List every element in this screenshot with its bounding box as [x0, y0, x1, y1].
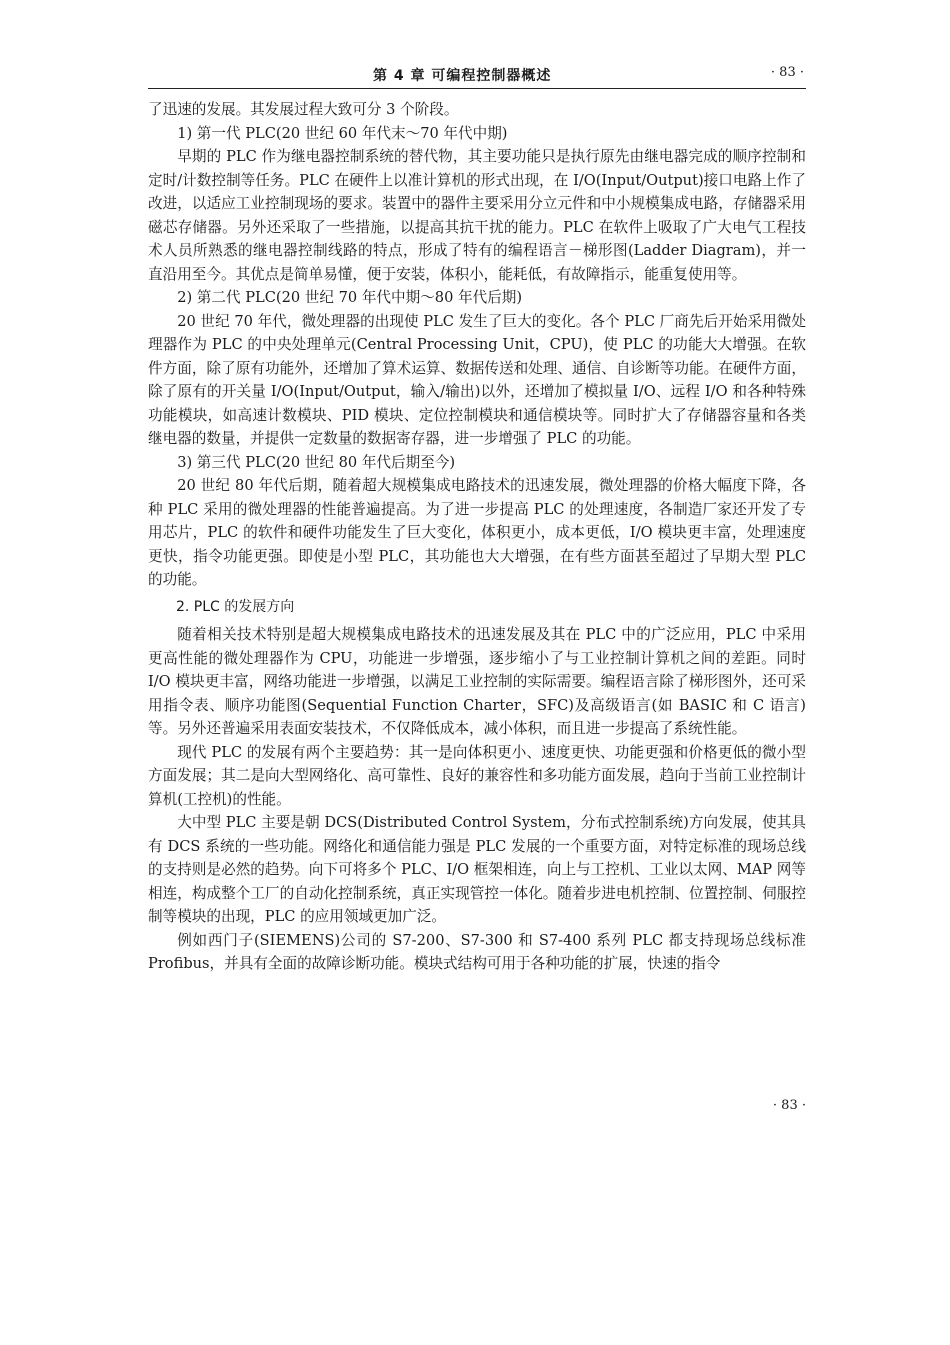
paragraph: 了迅速的发展。其发展过程大致可分 3 个阶段。	[148, 101, 459, 118]
paragraph: 随着相关技术特别是超大规模集成电路技术的迅速发展及其在 PLC 中的广泛应用，PLC 中采用更高性能的微处理器作为 CPU，功能进一步增强，逐步缩小了与工业控制计算机之间的差距。同时 I/O 模块更丰富，网络功能进一步增强，以满足工业控制的实际需要。编程语言除了梯形图外，还可采用指令表、顺序功能图(Sequential Function Charter，SFC)及高级语言(如 BASIC 和 C 语言)等。另外还普遍采用表面安装技术，不仅降低成本，减小体积，而且进一步提高了系统性能。	[148, 626, 806, 737]
paragraph: 大中型 PLC 主要是朝 DCS(Distributed Control System，分布式控制系统)方向发展，使其具有 DCS 系统的一些功能。网络化和通信能力强是 PLC 发展的一个重要方面，对特定标准的现场总线的支持则是必然的趋势。向下可将多个 PLC、I/O 框架相连，向上与工控机、工业以太网、MAP 网等相连，构成整个工厂的自动化控制系统，真正实现管控一体化。随着步进电机控制、位置控制、伺服控制等模块的出现，PLC 的应用领域更加广泛。	[148, 814, 806, 925]
list-item-second-gen: 2) 第二代 PLC(20 世纪 70 年代中期～80 年代后期)	[177, 289, 523, 306]
paragraph: 例如西门子(SIEMENS)公司的 S7-200、S7-300 和 S7-400 系列 PLC 都支持现场总线标准 Profibus，并具有全面的故障诊断功能。模块式结构可用于各种功能的扩展，快速的指令	[148, 931, 806, 972]
body-text	[148, 98, 806, 976]
header-page-number: · 83 ·	[770, 65, 804, 80]
list-item-first-gen: 1) 第一代 PLC(20 世纪 60 年代末～70 年代中期)	[177, 124, 508, 142]
paragraph: 早期的 PLC 作为继电器控制系统的替代物，其主要功能只是执行原先由继电器完成的顺序控制和定时/计数控制等任务。PLC 在硬件上以准计算机的形式出现，在 I/O(Input/Output)接口电路上作了改进，以适应工业控制现场的要求。装置中的器件主要采用分立元件和中小规模集成电路，存储器采用磁芯存储器。另外还采取了一些措施，以提高其抗干扰的能力。PLC 在软件上吸取了广大电气工程技术人员所熟悉的继电器控制线路的特点，形成了特有的编程语言－梯形图(Ladder Diagram)，并一直沿用至今。其优点是简单易懂，便于安装，体积小，能耗低，有故障指示，能重复使用等。	[148, 148, 806, 283]
chapter-title: 第 4 章 可编程控制器概述	[373, 68, 552, 84]
paragraph: 20 世纪 80 年代后期，随着超大规模集成电路技术的迅速发展，微处理器的价格大幅度下降，各种 PLC 采用的微处理器的性能普遍提高。为了进一步提高 PLC 的处理速度，各制造厂家还开发了专用芯片，PLC 的软件和硬件功能发生了巨大变化，体积更小，成本更低，I/O 模块更丰富，处理速度更快，指令功能更强。即使是小型 PLC，其功能也大大增强，在有些方面甚至超过了早期大型 PLC 的功能。	[148, 477, 806, 588]
footer-page-number: · 83 ·	[772, 1098, 806, 1113]
paragraph: 现代 PLC 的发展有两个主要趋势：其一是向体积更小、速度更快、功能更强和价格更低的微小型方面发展；其二是向大型网络化、高可靠性、良好的兼容性和多功能方面发展，趋向于当前工业控制计算机(工控机)的性能。	[148, 743, 806, 808]
list-item-third-gen: 3) 第三代 PLC(20 世纪 80 年代后期至今)	[177, 453, 456, 471]
page-header	[148, 62, 806, 89]
paragraph: 20 世纪 70 年代，微处理器的出现使 PLC 发生了巨大的变化。各个 PLC 厂商先后开始采用微处理器作为 PLC 的中央处理单元(Central Processing Unit，CPU)，使 PLC 的功能大大增强。在软件方面，除了原有功能外，还增加了算术运算、数据传送和处理、通信、自诊断等功能。在硬件方面，除了原有的开关量 I/O(Input/Output，输入/输出)以外，还增加了模拟量 I/O、远程 I/O 和各种特殊功能模块，如高速计数模块、PID 模块、定位控制模块和通信模块等。同时扩大了存储器容量和各类继电器的数量，并提供一定数量的数据寄存器，进一步增强了 PLC 的功能。	[148, 312, 806, 447]
section-heading: 2. PLC 的发展方向	[176, 598, 295, 615]
